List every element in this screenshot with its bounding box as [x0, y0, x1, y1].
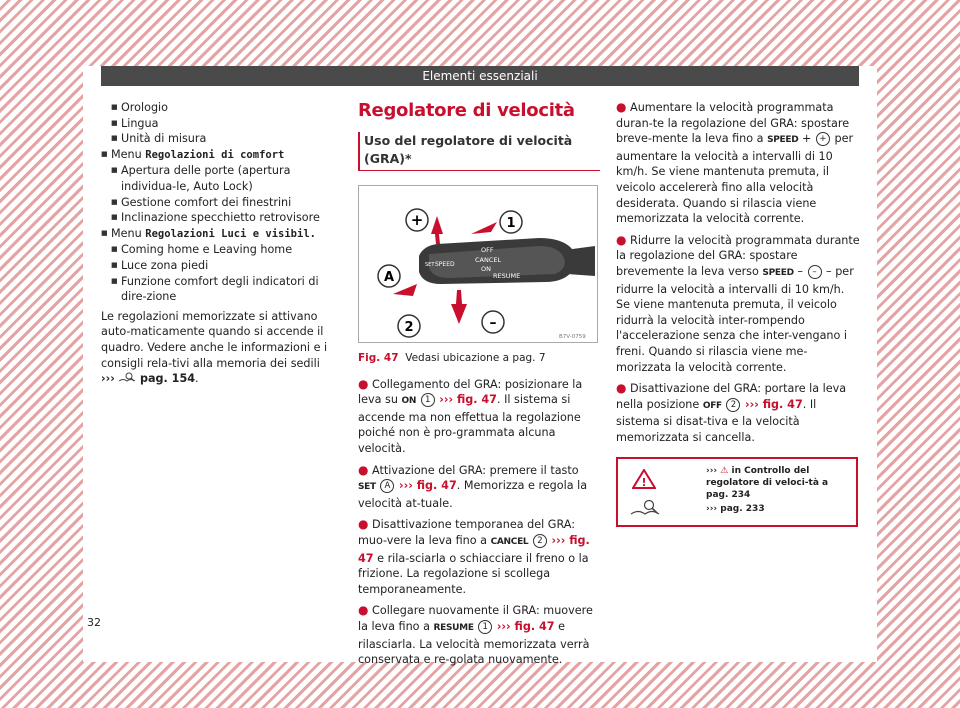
settings-list	[101, 100, 337, 305]
bullet-text: e rila-sciarla o schiacciare il freno o la frizione. La regolazione si scollega temporaneamente.	[358, 551, 589, 596]
caption-text: Vedasi ubicazione a pag. 7	[405, 352, 546, 364]
bullet-text: Disattivazione del GRA: portare la leva nella posizione	[616, 382, 847, 411]
list-item-text: Orologio	[121, 101, 169, 114]
bullet-text: Disattivazione temporanea del GRA: muo-vere la leva fino a	[358, 518, 575, 547]
bullet-text: Collegamento del GRA: posizionare la leva su	[358, 377, 583, 407]
section-header: Elementi essenziali	[101, 66, 859, 86]
lever-speed: SPEED	[435, 261, 455, 268]
key-label: CANCEL	[490, 536, 529, 547]
bullet-text: per aumentare la velocità a intervalli di 10 km/h. Se viene mantenuta premuta, il veicolo accelererà fino alla velocità desiderata. Quando si rilascia viene memorizzata la velocità corrente.	[616, 132, 854, 226]
callout-number: 1	[421, 393, 435, 407]
figure-caption	[358, 351, 600, 367]
arrow-forward-up-icon	[471, 222, 497, 234]
bullet-text: +	[798, 132, 815, 146]
list-item-text: Unità di misura	[121, 132, 207, 146]
list-item-text: Coming home e Leaving home	[121, 243, 293, 257]
bullet-item: ● Aumentare la velocità programmata duran-te la regolazione del GRA: spostare breve-mente la leva fino a SPEED + + per aumentare la velocità a intervalli di 10 km/h. Se viene mantenuta premuta, il veicolo accelererà fino alla velocità desiderata. Quando si rilascia viene memorizzata la velocità corrente.	[616, 100, 854, 226]
list-item-text: Funzione comfort degli indicatori di dire-zione	[121, 274, 319, 304]
bullet-text: Collegare nuovamente il GRA: muovere la leva fino a	[358, 604, 593, 633]
list-item	[111, 116, 337, 132]
key-label: RESUME	[433, 622, 474, 633]
list-item-menu	[101, 147, 337, 164]
lever-off: OFF	[481, 246, 494, 254]
lever-on: ON	[481, 265, 491, 273]
callout-number: A	[380, 479, 394, 493]
column-1	[101, 100, 337, 387]
page-number: 32	[87, 616, 101, 629]
bullet-text: Ridurre la velocità programmata durante la regolazione del GRA: spostare brevemente la leva verso	[616, 233, 860, 278]
section-subtitle: Uso del regolatore di velocità (GRA)*	[358, 132, 600, 171]
page-reference-link[interactable]: pag. 154	[139, 372, 196, 386]
bullet-item: ● Collegare nuovamente il GRA: muovere la leva fino a RESUME 1 ››› fig. 47 e rilasciarla. La velocità memorizzata verrà conservata e re-golata nuovamente.	[358, 603, 593, 667]
bullet-text: Aumentare la velocità programmata duran-te la regolazione del GRA: spostare breve-mente la leva fino a	[616, 101, 850, 146]
figure-reference-link[interactable]: ››› fig. 47	[358, 533, 590, 565]
cruise-lever-illustration	[359, 186, 597, 342]
list-item	[111, 210, 337, 226]
section-title: Regolatore di velocità	[358, 100, 575, 121]
column-3	[616, 100, 860, 527]
bullet-text: –	[793, 264, 807, 278]
key-label: ON	[401, 396, 417, 407]
bullet-item: ● Ridurre la velocità programmata durante la regolazione del GRA: spostare brevemente la leva verso SPEED – – – per ridurre la velocità a intervalli di 10 km/h. Se viene mantenuta premuta, il veicolo ridurrà la velocità inter-rompendo l'accelerazione senza che inter-vengano i freni. Quando si rilascia viene me-morizzata la velocità corrente.	[616, 232, 860, 374]
callout-symbol: –	[808, 265, 822, 279]
book-icon	[630, 499, 660, 517]
list-item-text: Lingua	[121, 116, 159, 130]
bullet-text: . Il sistema si accende ma non effettua la regolazione poiché non è pro-grammata alcuna velocità.	[358, 393, 581, 455]
reference-arrows: ›››	[101, 372, 115, 386]
column-2	[358, 100, 600, 674]
bullet-text: – per ridurre la velocità a intervalli di 10 km/h. Se viene mantenuta premuta, il veicolo ridurrà la velocità inter-rompendo l'accelerazione senza che inter-vengano i freni. Quando si rilascia viene me-morizzata la velocità corrente.	[616, 264, 854, 374]
list-item	[111, 274, 337, 305]
warning-line-2	[706, 503, 852, 515]
callout-number: 1	[478, 620, 492, 634]
lever-cancel: CANCEL	[475, 256, 502, 264]
list-item-text: Gestione comfort dei finestrini	[121, 195, 292, 209]
bullet-text: . Memorizza e regola la velocità at-tuale.	[358, 479, 588, 510]
arrow-up-icon	[431, 216, 443, 244]
figure-reference-link[interactable]: ››› fig. 47	[745, 397, 803, 411]
memory-paragraph	[101, 309, 337, 387]
warning-reference-link[interactable]: in Controllo del regolatore di veloci-tà a pag. 234	[706, 466, 829, 501]
list-item-menu	[101, 226, 337, 243]
svg-text:!: !	[641, 476, 647, 490]
figure-reference-link[interactable]: ››› fig. 47	[439, 393, 497, 407]
warning-box	[616, 457, 858, 527]
key-label: SPEED	[767, 135, 799, 146]
paragraph-end: .	[195, 372, 199, 386]
key-label: SPEED	[762, 267, 794, 278]
list-item	[111, 242, 337, 258]
warning-triangle-icon	[632, 469, 656, 489]
bullet-item: ● Disattivazione temporanea del GRA: muo-vere la leva fino a CANCEL 2 ››› fig. 47 e rila-sciarla o schiacciare il freno o la frizione. La regolazione si scollega temporaneamente.	[358, 517, 590, 596]
book-icon	[118, 372, 136, 383]
menu-prefix: Menu	[111, 226, 146, 240]
label-minus: –	[489, 315, 497, 331]
bullet-item: ● Attivazione del GRA: premere il tasto SET A ››› fig. 47. Memorizza e regola la velocità at-tuale.	[358, 462, 588, 510]
lever-resume: RESUME	[493, 272, 521, 280]
bullet-item: ● Collegamento del GRA: posizionare la leva su ON 1 ››› fig. 47. Il sistema si accende ma non effettua la regolazione poiché non è pro-grammata alcuna velocità.	[358, 376, 583, 455]
menu-prefix: Menu	[111, 147, 146, 161]
menu-name: Regolazioni Luci e visibil.	[145, 227, 316, 240]
lever-set: SET	[425, 262, 435, 268]
arrow-down-icon	[451, 290, 467, 324]
arrow-back-down-icon	[393, 284, 417, 296]
bullet-text: e rilasciarla. La velocità memorizzata verrà conservata e re-golata nuovamente.	[358, 619, 590, 667]
key-label: SET	[358, 482, 376, 493]
figure-reference-link[interactable]: ››› fig. 47	[496, 619, 555, 633]
paragraph-text: Le regolazioni memorizzate si attivano auto-maticamente quando si accende il quadro. Vedere anche le informazioni e i consigli rela-tivi alla memoria dei sedili	[101, 309, 328, 370]
list-item-text: Apertura delle porte (apertura individua-le, Auto Lock)	[121, 164, 291, 193]
reference-arrows: ›››	[706, 466, 718, 477]
list-item-text: Luce zona piedi	[121, 258, 209, 272]
caption-label: Fig. 47	[358, 352, 399, 364]
callout-number: 2	[533, 534, 547, 548]
warning-line-1	[706, 465, 852, 501]
callout-number: 2	[726, 398, 740, 412]
callout-symbol: +	[816, 132, 830, 146]
label-a: A	[383, 270, 395, 285]
list-item	[111, 195, 337, 211]
label-1: 1	[506, 216, 516, 231]
bullet-text: . Il sistema si disat-tiva e la velocità memorizzata si cancella.	[616, 397, 817, 444]
reference-arrows: ›››	[706, 504, 718, 515]
list-item	[111, 258, 337, 274]
bullet-item: ● Disattivazione del GRA: portare la leva nella posizione OFF 2 ››› fig. 47. Il sistema si disat-tiva e la velocità memorizzata si cancella.	[616, 381, 847, 444]
list-item	[111, 100, 337, 116]
list-item	[111, 131, 337, 147]
warning-small-icon: ⚠	[720, 466, 729, 477]
page-reference-link[interactable]: pag. 233	[720, 504, 765, 515]
key-label: OFF	[702, 400, 722, 411]
figure-code: B7V-0759	[559, 334, 586, 340]
list-item-text: Inclinazione specchietto retrovisore	[121, 211, 320, 225]
bullet-text: Attivazione del GRA: premere il tasto	[372, 463, 579, 477]
figure-47	[358, 185, 598, 343]
figure-reference-link[interactable]: ››› fig. 47	[399, 479, 457, 493]
label-2: 2	[404, 320, 414, 335]
menu-name: Regolazioni di comfort	[145, 148, 285, 161]
label-plus: +	[410, 211, 424, 229]
list-item	[111, 163, 337, 194]
